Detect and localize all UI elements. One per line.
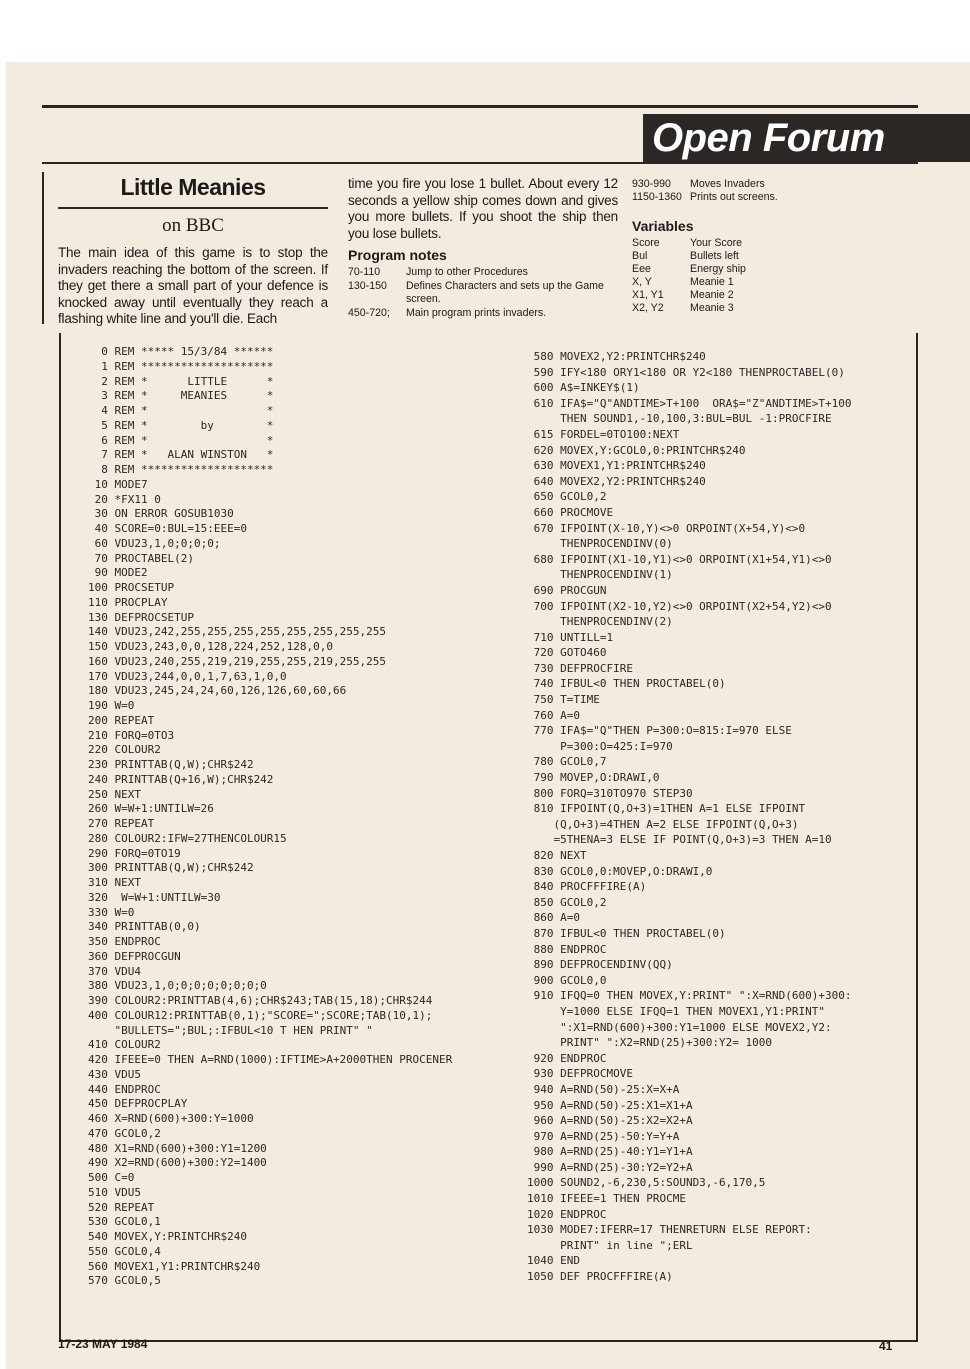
article-column-1: [58, 172, 328, 328]
code-line: 910 IFQQ=0 THEN MOVEX,Y:PRINT" ":X=RND(600)+300:: [527, 989, 852, 1003]
code-line: 110 PROCPLAY: [88, 595, 168, 609]
code-line: 850 GCOL0,2: [527, 895, 607, 909]
variable-row: [632, 289, 922, 302]
code-line: THEN SOUND1,-10,100,3:BUL=BUL -1:PROCFIRE: [527, 412, 832, 426]
code-line: 1 REM ********************: [88, 359, 274, 373]
code-line: 500 C=0: [88, 1171, 135, 1184]
code-listing-left: [88, 345, 452, 1289]
code-line: 370 VDU4: [88, 964, 141, 978]
code-line: 7 REM * ALAN WINSTON *: [88, 448, 274, 462]
code-line: 730 DEFPROCFIRE: [527, 661, 633, 675]
code-line: 990 A=RND(25)-30:Y2=Y2+A: [527, 1160, 693, 1174]
section-banner: Open Forum: [643, 114, 970, 162]
code-line: 380 VDU23,1,0;0;0;0;0;0;0;0: [88, 979, 267, 993]
header-rule: [42, 162, 918, 164]
code-line: 960 A=RND(50)-25:X2=X2+A: [527, 1114, 693, 1128]
variable-row: [632, 263, 922, 276]
code-line: 520 REPEAT: [88, 1200, 155, 1214]
code-line: 8 REM ********************: [88, 463, 274, 476]
code-line: 180 VDU23,245,24,24,60,126,126,60,60,66: [88, 684, 347, 698]
code-line: 20 *FX11 0: [88, 492, 161, 506]
code-line: 440 ENDPROC: [88, 1082, 161, 1096]
program-notes-heading: Program notes: [348, 247, 447, 264]
code-line: "BULLETS=";BUL;:IFBUL<10 T HEN PRINT" ": [88, 1023, 373, 1037]
variable-name: Score: [632, 237, 660, 250]
code-line: 10 MODE7: [88, 477, 148, 491]
code-line: 60 VDU23,1,0;0;0;0;: [88, 536, 221, 550]
code-line: 160 VDU23,240,255,219,219,255,255,219,255,255: [88, 654, 387, 668]
code-line: 1020 ENDPROC: [527, 1207, 607, 1221]
article-column-3: [632, 178, 922, 315]
note-desc: Moves Invaders: [690, 178, 765, 190]
note-desc: Prints out screens.: [690, 191, 778, 204]
code-line: 780 GCOL0,7: [527, 755, 607, 769]
code-line: 490 X2=RND(600)+300:Y2=1400: [88, 1156, 267, 1170]
code-line: 40 SCORE=0:BUL=15:EEE=0: [88, 522, 247, 535]
note-lines: 930-990: [632, 178, 671, 190]
code-line: 880 ENDPROC: [527, 942, 607, 956]
code-line: (Q,O+3)=4THEN A=2 ELSE IFPOINT(Q,O+3): [527, 817, 799, 831]
code-line: 90 MODE2: [88, 566, 148, 580]
note-lines: 450-720;: [348, 306, 390, 319]
code-line: THENPROCENDINV(2): [527, 615, 673, 629]
issue-dates: 17-23 MAY 1984: [58, 1337, 148, 1351]
code-line: 615 FORDEL=0TO100:NEXT: [527, 427, 680, 441]
code-line: 300 PRINTTAB(Q,W);CHR$242: [88, 861, 254, 875]
code-line: 410 COLOUR2: [88, 1038, 161, 1052]
code-line: 170 VDU23,244,0,0,1,7,63,1,0,0: [88, 669, 287, 683]
code-line: 560 MOVEX1,Y1:PRINTCHR$240: [88, 1259, 261, 1273]
code-line: 100 PROCSETUP: [88, 581, 175, 594]
code-line: 970 A=RND(25)-50:Y=Y+A: [527, 1129, 680, 1143]
code-line: 2 REM * LITTLE *: [88, 374, 274, 388]
code-line: 250 NEXT: [88, 787, 141, 801]
code-line: 920 ENDPROC: [527, 1051, 607, 1065]
program-note: [632, 178, 922, 191]
code-line: 1000 SOUND2,-6,230,5:SOUND3,-6,170,5: [527, 1176, 766, 1190]
code-line: 840 PROCFFFIRE(A): [527, 880, 647, 894]
code-line: 350 ENDPROC: [88, 935, 161, 948]
code-line: 930 DEFPROCMOVE: [527, 1067, 633, 1081]
code-line: 660 PROCMOVE: [527, 505, 614, 519]
code-line: 580 MOVEX2,Y2:PRINTCHR$240: [527, 350, 706, 363]
code-line: 510 VDU5: [88, 1185, 141, 1199]
code-line: 760 A=0: [527, 708, 580, 722]
top-rule: [42, 105, 918, 108]
variables-heading: Variables: [632, 218, 694, 235]
code-line: 220 COLOUR2: [88, 743, 161, 757]
code-line: 630 MOVEX1,Y1:PRINTCHR$240: [527, 459, 706, 473]
code-line: 940 A=RND(50)-25:X=X+A: [527, 1082, 680, 1096]
article-title: Little Meanies: [120, 174, 266, 200]
code-line: 820 NEXT: [527, 849, 587, 862]
code-line: 4 REM * *: [88, 404, 274, 417]
code-line: 900 GCOL0,0: [527, 973, 607, 987]
code-line: 870 IFBUL<0 THEN PROCTABEL(0): [527, 926, 726, 940]
variable-desc: Your Score: [690, 237, 743, 250]
code-line: 240 PRINTTAB(Q+16,W);CHR$242: [88, 772, 274, 786]
code-line: 600 A$=INKEY$(1): [527, 381, 640, 395]
variable-desc: Bullets left: [690, 250, 739, 263]
code-line: 590 IFY<180 ORY1<180 OR Y2<180 THENPROCTABEL(0): [527, 365, 845, 379]
code-line: 340 PRINTTAB(0,0): [88, 920, 201, 934]
code-line: 390 COLOUR2:PRINTTAB(4,6);CHR$243;TAB(15,18);CHR$244: [88, 994, 433, 1007]
program-note: [348, 280, 618, 306]
program-note: [632, 191, 922, 204]
code-line: 5 REM * by *: [88, 418, 274, 432]
code-line: 860 A=0: [527, 911, 580, 925]
code-line: Y=1000 ELSE IFQQ=1 THEN MOVEX1,Y1:PRINT": [527, 1004, 826, 1018]
left-column-bar: [42, 172, 44, 324]
article-subtitle: on BBC: [162, 215, 224, 236]
code-line: 790 MOVEP,O:DRAWI,0: [527, 771, 660, 785]
code-line: 740 IFBUL<0 THEN PROCTABEL(0): [527, 677, 726, 691]
code-line: 950 A=RND(50)-25:X1=X1+A: [527, 1098, 693, 1112]
code-line: 360 DEFPROCGUN: [88, 949, 181, 963]
code-line: 890 DEFPROCENDINV(QQ): [527, 958, 673, 972]
code-line: 540 MOVEX,Y:PRINTCHR$240: [88, 1230, 247, 1243]
code-line: 750 T=TIME: [527, 693, 600, 707]
code-line: 1040 END: [527, 1254, 580, 1268]
code-line: 640 MOVEX2,Y2:PRINTCHR$240: [527, 474, 706, 488]
variable-name: X2, Y2: [632, 301, 664, 314]
code-line: 200 REPEAT: [88, 713, 155, 727]
code-line: 70 PROCTABEL(2): [88, 551, 194, 565]
code-line: 570 GCOL0,5: [88, 1274, 161, 1288]
variable-row: [632, 250, 922, 263]
code-line: 810 IFPOINT(Q,O+3)=1THEN A=1 ELSE IFPOINT: [527, 802, 806, 816]
code-line: 320 W=W+1:UNTILW=30: [88, 890, 221, 904]
code-line: 230 PRINTTAB(Q,W);CHR$242: [88, 758, 254, 771]
note-desc: Main program prints invaders.: [406, 306, 547, 319]
code-line: 830 GCOL0,0:MOVEP,O:DRAWI,0: [527, 864, 713, 878]
article-column-2: [348, 176, 618, 320]
code-line: 690 PROCGUN: [527, 583, 607, 597]
note-lines: 70-110: [348, 266, 381, 279]
code-line: 6 REM * *: [88, 433, 274, 447]
code-line: 130 DEFPROCSETUP: [88, 610, 194, 624]
code-line: 290 FORQ=0TO19: [88, 846, 181, 860]
code-line: 140 VDU23,242,255,255,255,255,255,255,255,255: [88, 625, 387, 639]
code-line: 260 W=W+1:UNTILW=26: [88, 802, 214, 816]
variable-desc: Energy ship: [690, 263, 746, 276]
code-line: PRINT" in line ";ERL: [527, 1238, 693, 1252]
code-line: 280 COLOUR2:IFW=27THENCOLOUR15: [88, 831, 287, 845]
variable-name: X1, Y1: [632, 289, 664, 302]
code-line: 460 X=RND(600)+300:Y=1000: [88, 1112, 254, 1125]
variable-desc: Meanie 3: [690, 301, 734, 314]
note-lines: 1150-1360: [632, 191, 682, 204]
code-line: 670 IFPOINT(X-10,Y)<>0 ORPOINT(X+54,Y)<>0: [527, 521, 806, 535]
code-line: 190 W=0: [88, 699, 135, 712]
code-line: THENPROCENDINV(0): [527, 537, 673, 551]
code-line: P=300:O=425:I=970: [527, 739, 673, 753]
code-line: 330 W=0: [88, 905, 135, 919]
code-line: 420 IFEEE=0 THEN A=RND(1000):IFTIME>A+2000THEN PROCENER: [88, 1053, 453, 1066]
article-intro: The main idea of this game is to stop the invaders reaching the bottom of the screen. If they get there a small part of your defence is knocked away until eventually they reach a flashing white line and you'll die. Each: [58, 245, 328, 327]
page-number: 41: [879, 1339, 893, 1353]
code-line: 1050 DEF PROCFFFIRE(A): [527, 1270, 673, 1284]
variable-row: [632, 276, 922, 289]
code-line: 980 A=RND(25)-40:Y1=Y1+A: [527, 1145, 693, 1159]
variable-row: [632, 237, 922, 250]
code-line: 450 DEFPROCPLAY: [88, 1097, 188, 1111]
code-line: 680 IFPOINT(X1-10,Y1)<>0 ORPOINT(X1+54,Y1)<>0: [527, 552, 832, 566]
variable-desc: Meanie 2: [690, 289, 734, 302]
code-line: 470 GCOL0,2: [88, 1126, 161, 1140]
code-line: ":X1=RND(600)+300:Y1=1000 ELSE MOVEX2,Y2:: [527, 1020, 832, 1034]
article-continued: time you fire you lose 1 bullet. About every 12 seconds a yellow ship comes down and gives you more bullets. If you shoot the ship then you lose bullets.: [348, 176, 618, 241]
variable-row: [632, 302, 922, 315]
code-line: 400 COLOUR12:PRINTTAB(0,1);"SCORE=";SCORE;TAB(10,1);: [88, 1008, 433, 1022]
code-line: 720 GOTO460: [527, 646, 607, 660]
program-note: [348, 307, 618, 320]
code-line: 210 FORQ=0TO3: [88, 728, 175, 742]
code-line: 700 IFPOINT(X2-10,Y2)<>0 ORPOINT(X2+54,Y2)<>0: [527, 599, 832, 613]
code-line: 430 VDU5: [88, 1067, 141, 1081]
note-desc: Defines Characters and sets up the Game screen.: [406, 279, 604, 305]
code-line: 270 REPEAT: [88, 817, 155, 830]
variable-name: Bul: [632, 250, 648, 263]
code-line: 310 NEXT: [88, 876, 141, 889]
code-line: 150 VDU23,243,0,0,128,224,252,128,0,0: [88, 640, 334, 653]
code-line: 3 REM * MEANIES *: [88, 389, 274, 403]
code-line: 710 UNTILL=1: [527, 630, 614, 644]
code-line: THENPROCENDINV(1): [527, 568, 673, 582]
code-line: 550 GCOL0,4: [88, 1244, 161, 1258]
code-line: 800 FORQ=310TO970 STEP30: [527, 786, 693, 800]
code-line: 610 IFA$="Q"ANDTIME>T+100 ORA$="Z"ANDTIME>T+100: [527, 396, 852, 410]
code-line: 480 X1=RND(600)+300:Y1=1200: [88, 1141, 267, 1155]
variable-desc: Meanie 1: [690, 276, 734, 289]
code-line: =5THENA=3 ELSE IF POINT(Q,O+3)=3 THEN A=10: [527, 833, 832, 847]
code-line: 0 REM ***** 15/3/84 ******: [88, 345, 274, 358]
code-line: 30 ON ERROR GOSUB1030: [88, 507, 234, 521]
title-rule: [58, 207, 328, 209]
variable-name: Eee: [632, 263, 651, 276]
variable-name: X, Y: [632, 276, 652, 289]
note-lines: 130-150: [348, 279, 387, 292]
code-line: 770 IFA$="Q"THEN P=300:O=815:I=970 ELSE: [527, 724, 792, 738]
code-line: 620 MOVEX,Y:GCOL0,0:PRINTCHR$240: [527, 443, 746, 457]
note-desc: Jump to other Procedures: [406, 266, 528, 279]
code-line: 1010 IFEEE=1 THEN PROCME: [527, 1192, 686, 1206]
code-listing-right: [527, 349, 852, 1285]
code-line: 530 GCOL0,1: [88, 1215, 161, 1229]
program-note: [348, 266, 618, 279]
code-line: 650 GCOL0,2: [527, 490, 607, 504]
code-line: PRINT" ":X2=RND(25)+300:Y2= 1000: [527, 1036, 773, 1050]
code-line: 1030 MODE7:IFERR=17 THENRETURN ELSE REPORT:: [527, 1223, 812, 1237]
